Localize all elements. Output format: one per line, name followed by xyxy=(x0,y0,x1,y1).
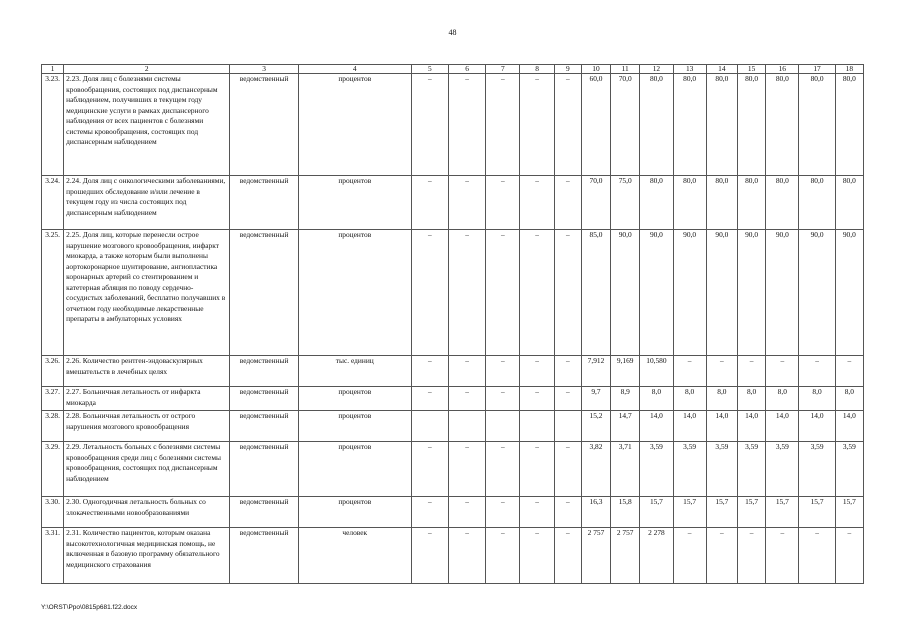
value-cell: – xyxy=(737,528,765,584)
page-number: 48 xyxy=(448,28,457,37)
table-row xyxy=(42,176,864,230)
value-cell: – xyxy=(411,356,448,387)
value-cell: 80,0 xyxy=(640,74,673,176)
value-cell: 80,0 xyxy=(835,176,863,230)
value-cell: 15,7 xyxy=(737,497,765,528)
column-number-cell: 6 xyxy=(448,65,485,74)
value-cell: 14,0 xyxy=(737,411,765,442)
unit-cell: человек xyxy=(298,528,411,584)
value-cell xyxy=(554,411,581,442)
column-number-cell: 16 xyxy=(766,65,799,74)
value-cell: – xyxy=(554,74,581,176)
value-cell: 8,0 xyxy=(706,387,737,411)
value-cell: – xyxy=(448,356,485,387)
value-cell: 3,59 xyxy=(835,442,863,497)
table-row xyxy=(42,442,864,497)
indicator-name-cell: 2.28. Больничная летальность от острого нарушения мозгового кровообращения xyxy=(64,411,230,442)
value-cell: 90,0 xyxy=(835,230,863,356)
value-cell: 3,59 xyxy=(766,442,799,497)
value-cell: – xyxy=(520,230,554,356)
column-number-cell: 15 xyxy=(737,65,765,74)
value-cell: – xyxy=(411,497,448,528)
value-cell: 80,0 xyxy=(737,74,765,176)
value-cell: – xyxy=(486,528,520,584)
source-type-cell: ведомственный xyxy=(230,230,299,356)
column-number-cell: 11 xyxy=(611,65,640,74)
value-cell: 15,8 xyxy=(611,497,640,528)
value-cell: 80,0 xyxy=(766,176,799,230)
source-type-cell: ведомственный xyxy=(230,356,299,387)
value-cell: – xyxy=(554,230,581,356)
value-cell: 8,0 xyxy=(766,387,799,411)
value-cell: – xyxy=(448,387,485,411)
indicator-name-cell: 2.23. Доля лиц с болезнями системы кровообращения, состоящих под диспансерным наблюдением, получивших в текущем году медицинские услуги в рамках диспансерного наблюдения от всех пациентов с болезнями системы кровообращения, состоящих под диспансерным наблюдением xyxy=(64,74,230,176)
value-cell: – xyxy=(411,176,448,230)
row-number-cell: 3.29. xyxy=(42,442,64,497)
row-number-cell: 3.26. xyxy=(42,356,64,387)
value-cell: – xyxy=(520,528,554,584)
unit-cell: процентов xyxy=(298,497,411,528)
value-cell: 9,169 xyxy=(611,356,640,387)
value-cell: – xyxy=(448,497,485,528)
value-cell: – xyxy=(486,176,520,230)
indicator-name-cell: 2.25. Доля лиц, которые перенесли острое нарушение мозгового кровообращения, инфаркт миокарда, а также которым были выполнены аортокоронарное шунтирование, ангиопластика коронарных артерий со стентированием и катетерная абляция по поводу сердечно-сосудистых заболеваний, бесплатно получавших в отчетном году необходимые лекарственные препараты в амбулаторных условиях xyxy=(64,230,230,356)
value-cell: 14,0 xyxy=(799,411,835,442)
value-cell: – xyxy=(706,356,737,387)
value-cell: – xyxy=(520,176,554,230)
value-cell: – xyxy=(411,230,448,356)
value-cell: – xyxy=(520,442,554,497)
value-cell: – xyxy=(486,230,520,356)
value-cell xyxy=(520,411,554,442)
unit-cell: процентов xyxy=(298,411,411,442)
value-cell: – xyxy=(766,528,799,584)
value-cell: – xyxy=(520,387,554,411)
value-cell: – xyxy=(520,74,554,176)
column-number-cell: 2 xyxy=(64,65,230,74)
value-cell: – xyxy=(411,387,448,411)
value-cell: 14,7 xyxy=(611,411,640,442)
value-cell: 15,7 xyxy=(673,497,706,528)
source-type-cell: ведомственный xyxy=(230,387,299,411)
value-cell: – xyxy=(554,528,581,584)
value-cell: – xyxy=(554,387,581,411)
table-row xyxy=(42,387,864,411)
column-number-cell: 17 xyxy=(799,65,835,74)
value-cell: 80,0 xyxy=(835,74,863,176)
value-cell: 80,0 xyxy=(799,74,835,176)
value-cell: 85,0 xyxy=(581,230,610,356)
value-cell: 8,0 xyxy=(737,387,765,411)
column-number-cell: 18 xyxy=(835,65,863,74)
value-cell: 3,59 xyxy=(673,442,706,497)
value-cell: 8,0 xyxy=(835,387,863,411)
row-number-cell: 3.30. xyxy=(42,497,64,528)
value-cell: – xyxy=(554,176,581,230)
value-cell: – xyxy=(554,497,581,528)
value-cell: 15,7 xyxy=(766,497,799,528)
table-row xyxy=(42,74,864,176)
unit-cell: тыс. единиц xyxy=(298,356,411,387)
file-path-footer: Y:\ORST\Ppo\0815p681.f22.docx xyxy=(41,604,138,611)
row-number-cell: 3.27. xyxy=(42,387,64,411)
value-cell: – xyxy=(486,442,520,497)
value-cell: 8,0 xyxy=(640,387,673,411)
unit-cell: процентов xyxy=(298,230,411,356)
value-cell: – xyxy=(835,356,863,387)
value-cell: – xyxy=(673,356,706,387)
value-cell: 15,7 xyxy=(799,497,835,528)
value-cell: 90,0 xyxy=(766,230,799,356)
value-cell: 14,0 xyxy=(706,411,737,442)
value-cell: 80,0 xyxy=(799,176,835,230)
value-cell: – xyxy=(411,74,448,176)
indicator-name-cell: 2.26. Количество рентген-эндоваскулярных вмешательств в лечебных целях xyxy=(64,356,230,387)
value-cell: – xyxy=(706,528,737,584)
value-cell: 8,0 xyxy=(799,387,835,411)
value-cell: 80,0 xyxy=(673,74,706,176)
column-number-cell: 8 xyxy=(520,65,554,74)
indicator-table xyxy=(41,64,864,584)
value-cell: – xyxy=(486,387,520,411)
value-cell: 80,0 xyxy=(766,74,799,176)
value-cell: – xyxy=(766,356,799,387)
value-cell: 80,0 xyxy=(706,74,737,176)
column-number-cell: 14 xyxy=(706,65,737,74)
value-cell: – xyxy=(799,528,835,584)
unit-cell: процентов xyxy=(298,442,411,497)
column-number-header-row xyxy=(42,65,864,74)
row-number-cell: 3.28. xyxy=(42,411,64,442)
value-cell: – xyxy=(486,356,520,387)
value-cell: – xyxy=(799,356,835,387)
value-cell: 2 757 xyxy=(581,528,610,584)
value-cell: – xyxy=(411,528,448,584)
value-cell: 15,7 xyxy=(835,497,863,528)
value-cell: 2 278 xyxy=(640,528,673,584)
value-cell: 7,912 xyxy=(581,356,610,387)
value-cell: 15,7 xyxy=(706,497,737,528)
column-number-cell: 4 xyxy=(298,65,411,74)
value-cell xyxy=(486,411,520,442)
source-type-cell: ведомственный xyxy=(230,442,299,497)
column-number-cell: 3 xyxy=(230,65,299,74)
value-cell: – xyxy=(737,356,765,387)
value-cell: – xyxy=(448,528,485,584)
value-cell: 60,0 xyxy=(581,74,610,176)
column-number-cell: 5 xyxy=(411,65,448,74)
indicator-name-cell: 2.27. Больничная летальность от инфаркта миокарда xyxy=(64,387,230,411)
indicator-name-cell: 2.31. Количество пациентов, которым оказана высокотехнологичная медицинская помощь, не включенная в базовую программу обязательного медицинского страхования xyxy=(64,528,230,584)
column-number-cell: 7 xyxy=(486,65,520,74)
value-cell: 8,0 xyxy=(673,387,706,411)
source-type-cell: ведомственный xyxy=(230,528,299,584)
column-number-cell: 9 xyxy=(554,65,581,74)
value-cell: – xyxy=(554,356,581,387)
value-cell: 14,0 xyxy=(673,411,706,442)
column-number-cell: 1 xyxy=(42,65,64,74)
value-cell: 2 757 xyxy=(611,528,640,584)
value-cell: 3,71 xyxy=(611,442,640,497)
value-cell: 10,580 xyxy=(640,356,673,387)
table-row xyxy=(42,411,864,442)
value-cell: 3,59 xyxy=(737,442,765,497)
value-cell: 80,0 xyxy=(673,176,706,230)
source-type-cell: ведомственный xyxy=(230,176,299,230)
row-number-cell: 3.24. xyxy=(42,176,64,230)
value-cell: – xyxy=(486,497,520,528)
value-cell: – xyxy=(673,528,706,584)
value-cell: 90,0 xyxy=(611,230,640,356)
value-cell: 16,3 xyxy=(581,497,610,528)
source-type-cell: ведомственный xyxy=(230,411,299,442)
indicator-name-cell: 2.30. Одногодичная летальность больных со злокачественными новообразованиями xyxy=(64,497,230,528)
value-cell: 90,0 xyxy=(706,230,737,356)
row-number-cell: 3.31. xyxy=(42,528,64,584)
value-cell: – xyxy=(448,176,485,230)
value-cell xyxy=(411,411,448,442)
unit-cell: процентов xyxy=(298,176,411,230)
unit-cell: процентов xyxy=(298,74,411,176)
value-cell: – xyxy=(520,497,554,528)
value-cell: 3,59 xyxy=(706,442,737,497)
value-cell xyxy=(448,411,485,442)
value-cell: – xyxy=(835,528,863,584)
row-number-cell: 3.25. xyxy=(42,230,64,356)
column-number-cell: 12 xyxy=(640,65,673,74)
value-cell: 9,7 xyxy=(581,387,610,411)
indicator-name-cell: 2.29. Летальность больных с болезнями системы кровообращения среди лиц с болезнями системы кровообращения, состоящих под диспансерным наблюдением xyxy=(64,442,230,497)
value-cell: 14,0 xyxy=(640,411,673,442)
value-cell: – xyxy=(411,442,448,497)
column-number-cell: 13 xyxy=(673,65,706,74)
value-cell: 3,59 xyxy=(799,442,835,497)
value-cell: 3,82 xyxy=(581,442,610,497)
source-type-cell: ведомственный xyxy=(230,74,299,176)
row-number-cell: 3.23. xyxy=(42,74,64,176)
value-cell: 15,2 xyxy=(581,411,610,442)
indicator-name-cell: 2.24. Доля лиц с онкологическими заболеваниями, прошедших обследование и/или лечение в текущем году из числа состоящих под диспансерным наблюдением xyxy=(64,176,230,230)
value-cell: 70,0 xyxy=(611,74,640,176)
source-type-cell: ведомственный xyxy=(230,497,299,528)
table-row xyxy=(42,356,864,387)
value-cell: – xyxy=(448,230,485,356)
value-cell: 80,0 xyxy=(737,176,765,230)
value-cell: 90,0 xyxy=(640,230,673,356)
value-cell: – xyxy=(486,74,520,176)
column-number-cell: 10 xyxy=(581,65,610,74)
value-cell: – xyxy=(520,356,554,387)
value-cell: 8,9 xyxy=(611,387,640,411)
value-cell: – xyxy=(448,442,485,497)
table-row xyxy=(42,497,864,528)
value-cell: 80,0 xyxy=(706,176,737,230)
value-cell: 80,0 xyxy=(640,176,673,230)
table-row xyxy=(42,528,864,584)
unit-cell: процентов xyxy=(298,387,411,411)
value-cell: 90,0 xyxy=(673,230,706,356)
value-cell: 90,0 xyxy=(737,230,765,356)
value-cell: 14,0 xyxy=(835,411,863,442)
value-cell: – xyxy=(554,442,581,497)
value-cell: 15,7 xyxy=(640,497,673,528)
table-row xyxy=(42,230,864,356)
value-cell: 70,0 xyxy=(581,176,610,230)
value-cell: 3,59 xyxy=(640,442,673,497)
value-cell: 90,0 xyxy=(799,230,835,356)
value-cell: – xyxy=(448,74,485,176)
value-cell: 14,0 xyxy=(766,411,799,442)
value-cell: 75,0 xyxy=(611,176,640,230)
